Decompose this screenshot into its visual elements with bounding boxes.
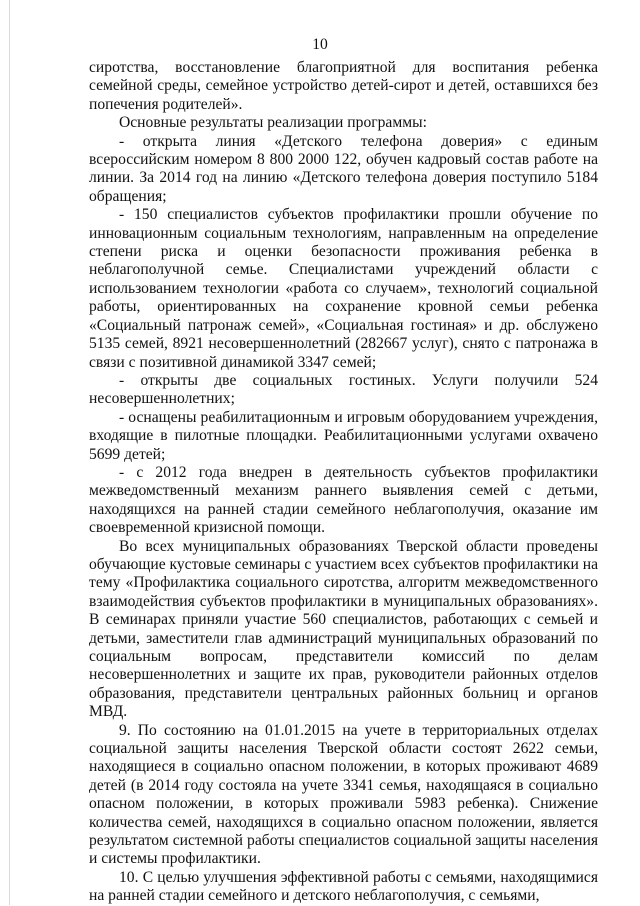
paragraph-continuation: сиротства, восстановление благоприятной для воспитания ребенка семейной среды, семейное устройство детей-сирот и детей, оставшихся без попечения родителей». — [89, 59, 598, 113]
paragraph-helpline: - открыта линия «Детского телефона доверия» с единым всероссийским номером 8 800 2000 122, обучен кадровый состав работе на линии. За 2014 год на линию «Детского телефона доверия поступило 5184 обращения; — [89, 132, 598, 205]
paragraph-item-10: 10. С целью улучшения эффективной работы с семьями, находящимися на ранней стадии семейного и детского неблагополучия, с семьями, — [89, 868, 598, 905]
paragraph-item-9: 9. По состоянию на 01.01.2015 на учете в территориальных отделах социальной защиты населения Тверской области состоят 2622 семьи, находящиеся в социально опасном положении, в которых проживают 4689 детей (в 2014 году состояла на учете 3341 семья, находящаяся в социально опасном положении, в которых проживали 5983 ребенка). Снижение количества семей, находящихся в социально опасном положении, является результатом системной работы специалистов социальной защиты населения и системы профилактики. — [89, 721, 598, 868]
page-edge-line — [9, 0, 10, 905]
paragraph-results-heading: Основные результаты реализации программы: — [119, 114, 427, 132]
paragraph-rehab-equipment: - оснащены реабилитационным и игровым оборудованием учреждения, входящие в пилотные площадки. Реабилитационными услугами охвачено 5699 детей; — [89, 408, 598, 463]
paragraph-early-detection: - с 2012 года внедрен в деятельность субъектов профилактики межведомственный механизм раннего выявления семей с детьми, находящихся на ранней стадии семейного неблагополучия, оказание им своевременной кризисной помощи. — [89, 463, 598, 537]
paragraph-social-lounges: - открыты две социальных гостиных. Услуги получили 524 несовершеннолетних; — [89, 371, 598, 408]
document-body — [89, 59, 598, 906]
paragraph-specialists-training: - 150 специалистов субъектов профилактики прошли обучение по инновационным социальным технологиям, направленным на определение степени риска и оценки безопасности проживания ребенка в неблагополучной семье. Специалистами учреждений области с использованием технологии «работа со случаем», технологий социальной работы, ориентированных на сохранение кровной семьи ребенка «Социальный патронаж семей», «Социальная гостиная» и др. обслужено 5135 семей, 8921 несовершеннолетний (282667 услуг), снято с патронажа в связи с позитивной динамикой 3347 семей; — [89, 206, 598, 371]
page-number: 10 — [312, 36, 328, 53]
paragraph-seminars: Во всех муниципальных образованиях Тверской области проведены обучающие кустовые семинары с участием всех субъектов профилактики на тему «Профилактика социального сиротства, алгоритм межведомственного взаимодействия субъектов профилактики в муниципальных образованиях». В семинарах приняли участие 560 специалистов, работающих с семьей и детьми, заместители глав администраций муниципальных образований по социальным вопросам, представители комиссий по делам несовершеннолетних и защите их прав, руководители районных отделов образования, представители центральных районных больниц и органов МВД. — [89, 537, 598, 721]
